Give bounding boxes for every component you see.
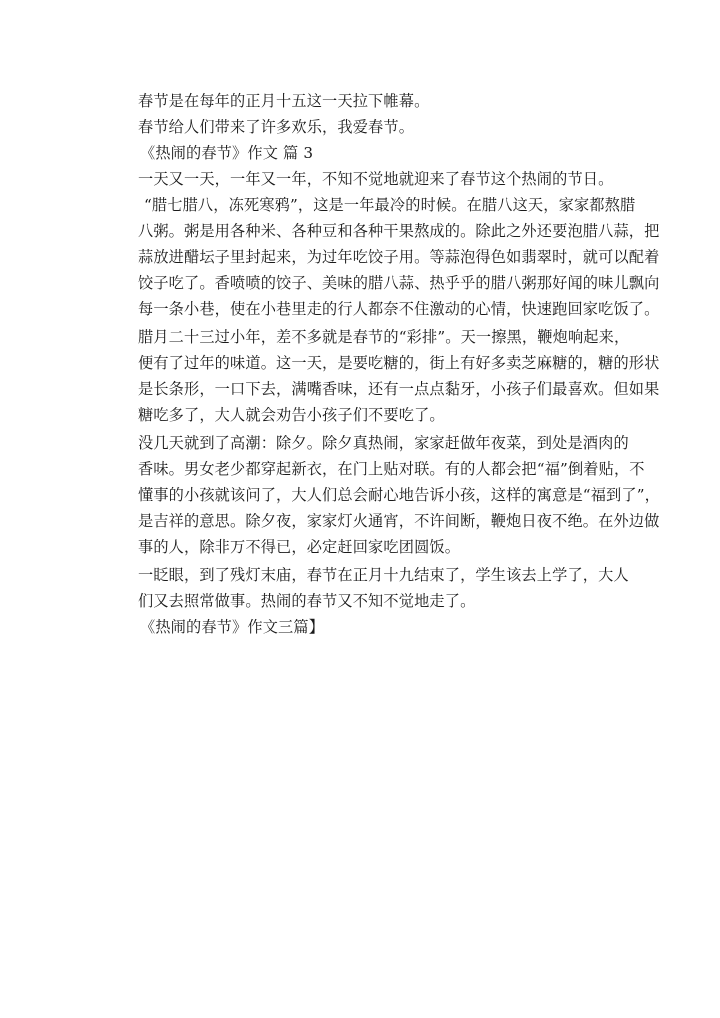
paragraph-line: 春节给人们带来了许多欢乐，我爱春节。 (138, 118, 415, 136)
paragraph-line: 事的人，除非万不得已，必定赶回家吃团圆饭。 (138, 538, 461, 556)
paragraph-line: 蒜放进醋坛子里封起来，为过年吃饺子用。等蒜泡得色如翡翠时，就可以配着 (138, 248, 660, 266)
paragraph-line: 每一条小巷，使在小巷里走的行人都奈不住激动的心情，快速跑回家吃饭了。 (138, 300, 660, 318)
essay-heading: 《热闹的春节》作文 篇 3 (140, 144, 314, 162)
paragraph-line: 没几天就到了高潮：除夕。除夕真热闹，家家赶做年夜菜，到处是酒肉的 (138, 434, 629, 452)
paragraph-line: 腊月二十三过小年，差不多就是春节的“彩排”。天一擦黑，鞭炮响起来， (138, 328, 630, 346)
paragraph-line: “腊七腊八，冻死寒鸦”，这是一年最冷的时候。在腊八这天，家家都熬腊 (144, 196, 636, 214)
paragraph-line: 是吉祥的意思。除夕夜，家家灯火通宵，不许间断，鞭炮日夜不绝。在外边做 (138, 512, 660, 530)
paragraph-line: 香味。男女老少都穿起新衣，在门上贴对联。有的人都会把“福”倒着贴，不 (138, 460, 645, 478)
paragraph-line: 春节是在每年的正月十五这一天拉下帷幕。 (138, 92, 430, 110)
paragraph-line: 八粥。粥是用各种米、各种豆和各种干果熬成的。除此之外还要泡腊八蒜，把 (138, 222, 660, 240)
paragraph-line: 一天又一天，一年又一年，不知不觉地就迎来了春节这个热闹的节日。 (138, 170, 614, 188)
paragraph-line: 便有了过年的味道。这一天，是要吃糖的，街上有好多卖芝麻糖的，糖的形状 (138, 354, 660, 372)
paragraph-line: 们又去照常做事。热闹的春节又不知不觉地走了。 (138, 592, 476, 610)
paragraph-line: 一眨眼，到了残灯末庙，春节在正月十九结束了，学生该去上学了，大人 (138, 566, 629, 584)
paragraph-line: 糖吃多了，大人就会劝告小孩子们不要吃了。 (138, 406, 445, 424)
essay-text (138, 88, 660, 640)
paragraph-line: 是长条形，一口下去，满嘴香味，还有一点点黏牙，小孩子们最喜欢。但如果 (138, 380, 660, 398)
paragraph-line: 饺子吃了。香喷喷的饺子、美味的腊八蒜、热乎乎的腊八粥那好闻的味儿飘向 (138, 274, 660, 292)
essay-footer-title: 《热闹的春节》作文三篇】 (140, 618, 325, 636)
paragraph-line: 懂事的小孩就该问了，大人们总会耐心地告诉小孩，这样的寓意是“福到了”， (138, 486, 660, 504)
